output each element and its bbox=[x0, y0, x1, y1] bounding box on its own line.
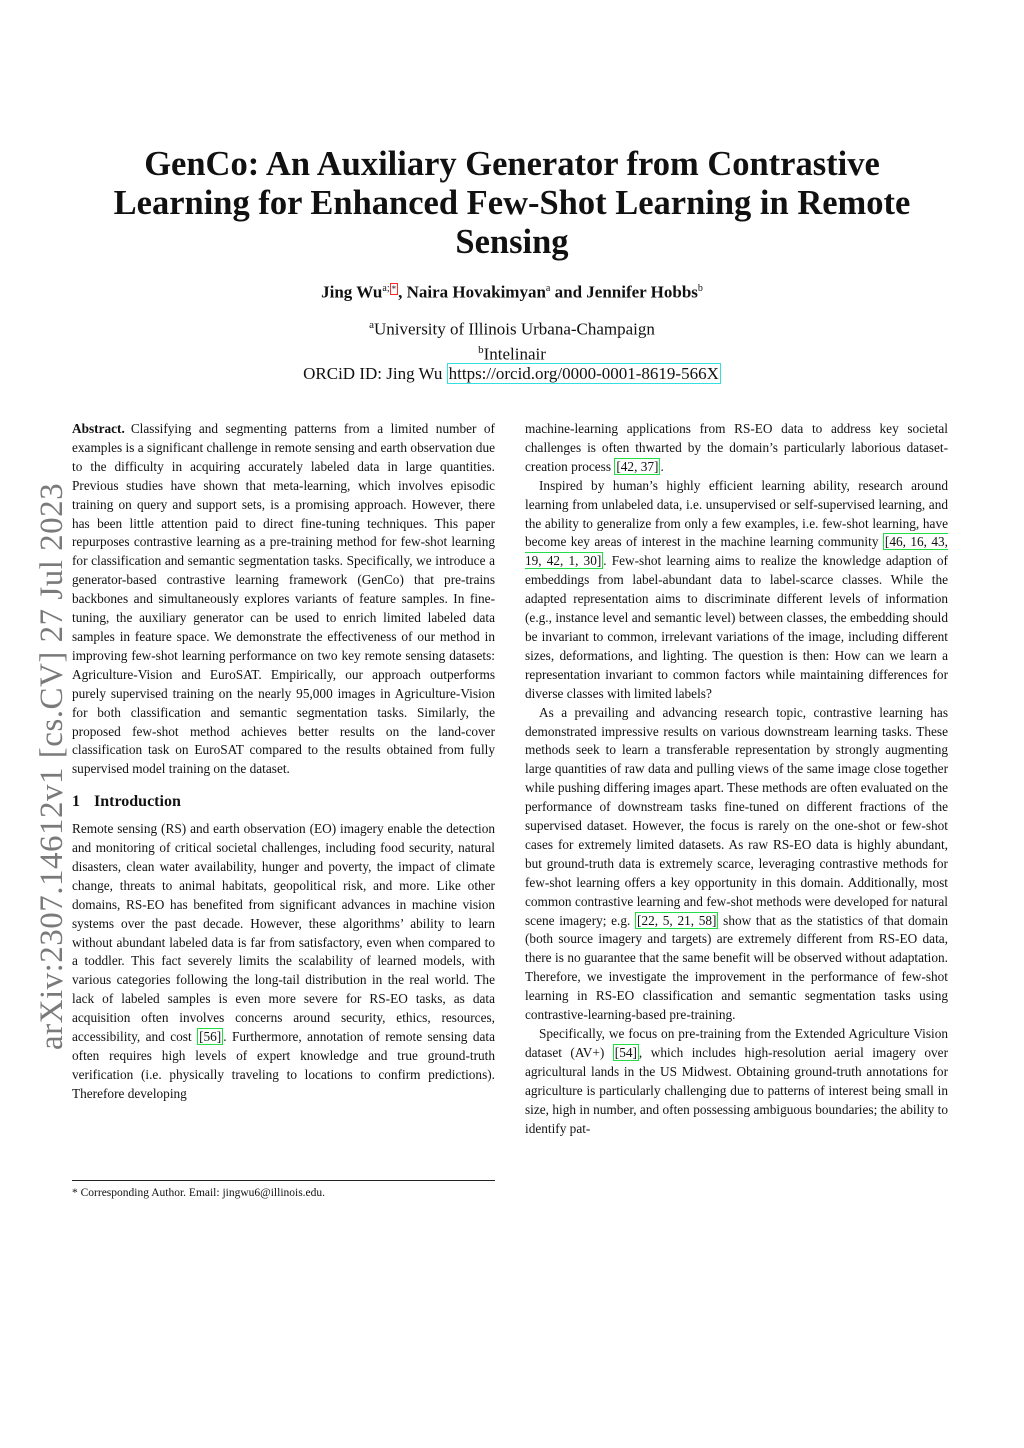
footnote: * Corresponding Author. Email: jingwu6@illinois.edu. bbox=[72, 1187, 326, 1199]
abstract-text: Classifying and segmenting patterns from a limited number of examples is a significant challenge in remote sensing and earth observation due to the difficulty in acquiring accurately labeled data in large quantities. Previous studies have shown that meta-learning, which involves episodic training on query and support sets, is a promising approach. However, there has been little attention paid to direct fine-tuning techniques. This paper repurposes contrastive learning as a pre-training method for few-shot learning for classification and semantic segmentation tasks. Specifically, we introduce a generator-based contrastive learning framework (GenCo) that pre-trains backbones and simultaneously explores variants of feature samples. In fine-tuning, the auxiliary generator can be used to enrich limited labeled data samples in feature space. We demonstrate the effectiveness of our method in improving few-shot learning performance on two key remote sensing datasets: Agriculture-Vision and EuroSAT. Empirically, our approach outperforms purely supervised training on the nearly 95,000 images in Agriculture-Vision for both classification and semantic segmentation tasks. Similarly, the proposed few-shot method achieves better results on the land-cover classification task on EuroSAT compared to the results obtained from fully supervised model training on the dataset. bbox=[72, 421, 495, 777]
section-heading: 1 Introduction bbox=[72, 793, 181, 811]
author-affil-sup: b bbox=[697, 283, 703, 294]
paper-title: GenCo: An Auxiliary Generator from Contrastive Learning for Enhanced Few-Shot Learning in Remote Sensing bbox=[113, 145, 911, 261]
citation-link[interactable]: [56] bbox=[199, 1029, 222, 1045]
footnote-link[interactable]: * bbox=[391, 283, 397, 294]
intro-paragraph: Remote sensing (RS) and earth observation (EO) imagery enable the detection and monitoring of critical societal challenges, including food security, natural disasters, clean water availability, hunger and poverty, the impact of climate change, threats to animal habitats, geopolitical risk, and more. Like other domains, RS-EO has benefited from significant advances in machine vision systems over the past decade. However, these algorithms’ ability to learn without abundant labeled data is far from satisfactory, even when compared to a toddler. This fact severely limits the scalability of learned models, with various categories following the long-tail distribution in the real world. The lack of labeled samples is even more severe for RS-EO tasks, as data acquisition often involves concerns around security, ethics, resources, accessibility, and cost [56] . Furthermore, annotation of remote sensing data often requires high levels of expert knowledge and true ground-truth verification (i.e. physically traveling to locations to confirm predictions). Therefore developing bbox=[72, 821, 495, 1101]
abstract-label: Abstract. bbox=[72, 421, 125, 436]
body-paragraph: Inspired by human’s highly efficient learning ability, research around learning from unlabeled data, i.e. unsupervised or self-supervised learning, and the ability to generalize from only a few examples, i.e. few-shot learning, have become key areas of interest in the machine learning community [46, 16, 43, 19, 42, 1, 30] . Few-shot learning aims to realize the knowledge adaption of embeddings from label-abundant data to label-scarce classes. While the adapted representation aims to discriminate different levels of information (e.g., instance level and semantic level) between classes, the embedding should be invariant to common, irrelevant variations of the image, including different sizes, deformations, and lighting. The question is then: How can we learn a representation invariant to common factors while maintaining differences for diverse classes with limited labels? bbox=[525, 477, 948, 701]
citation-link[interactable]: [46, 16, 43, 19, 42, 1, 30] bbox=[525, 534, 948, 569]
abstract bbox=[72, 420, 495, 779]
affiliation: $^a$University of Illinois Urbana-Champaign bbox=[369, 319, 655, 339]
author-name: Naira Hovakimyan bbox=[406, 282, 546, 302]
citation-link[interactable]: [54] bbox=[614, 1044, 637, 1060]
body-paragraph: As a prevailing and advancing research topic, contrastive learning has demonstrated impressive results on various downstream learning tasks. These methods seek to learn a transferable representation by strongly augmenting large quantities of raw data and pulling views of the same image close together while pushing differing images apart. These methods are often evaluated on the performance of downstream tasks fine-tuned on different fractions of the supervised dataset. However, the focus is rarely on the one-shot or few-shot cases for extremely limited datasets. As raw RS-EO data is highly abundant, but ground-truth data is extremely scarce, leveraging contrastive methods for few-shot learning offers a key opportunity in this domain. Additionally, most common contrastive learning and few-shot methods were developed for natural scene imagery; e.g. [22, 5, 21, 58] show that as the statistics of that domain (both source imagery and targets) are extremely different from RS-EO data, there is no guarantee that the same benefit will be observed without adaptation. Therefore, we investigate the improvement in the performance of few-shot learning in RS-EO classification and semantic segmentation tasks using contrastive-learning-based pre-training. bbox=[525, 704, 948, 1023]
author-affil-sup: a bbox=[545, 283, 551, 294]
body-paragraph: machine-learning applications from RS-EO data to address key societal challenges is often thwarted by the domain’s particularly laborious dataset-creation process [42, 37] . bbox=[525, 421, 948, 474]
author-name: Jing Wu bbox=[321, 282, 383, 302]
affiliation: $^b$Intelinair bbox=[478, 343, 546, 364]
orcid-line: ORCiD ID: Jing Wu https://orcid.org/0000-0001-8619-566X bbox=[303, 364, 719, 384]
right-column bbox=[525, 420, 948, 1138]
footnote-divider bbox=[72, 1180, 495, 1181]
citation-link[interactable]: [22, 5, 21, 58] bbox=[637, 912, 717, 928]
citation-link[interactable]: [42, 37] bbox=[616, 458, 659, 474]
left-column bbox=[72, 420, 495, 1104]
affiliations bbox=[80, 315, 944, 384]
author-affil-sup: a; bbox=[382, 283, 390, 294]
orcid-link[interactable]: https://orcid.org/0000-0001-8619-566X bbox=[448, 364, 719, 384]
arxiv-id[interactable]: arXiv:2307.14612v1 [cs.CV] 27 Jul 2023 bbox=[34, 482, 70, 1050]
body-paragraph: Specifically, we focus on pre-training from the Extended Agriculture Vision dataset (AV+) [54] , which includes high-resolution aerial imagery over agricultural lands in the US Midwest. Obtaining ground-truth annotations for agriculture is particularly challenging due to patterns of interest being small in size, high in number, and often possessing ambiguous boundaries; the ability to identify pat- bbox=[525, 1026, 948, 1136]
arxiv-side-stamp bbox=[4, 460, 70, 1060]
author-name: Jennifer Hobbs bbox=[586, 282, 698, 302]
author-list: Jing $Wu^{a;}$ * , Naira Hovakimyan$^a$ and Jennifer Hobbs$^b$ bbox=[321, 282, 703, 302]
